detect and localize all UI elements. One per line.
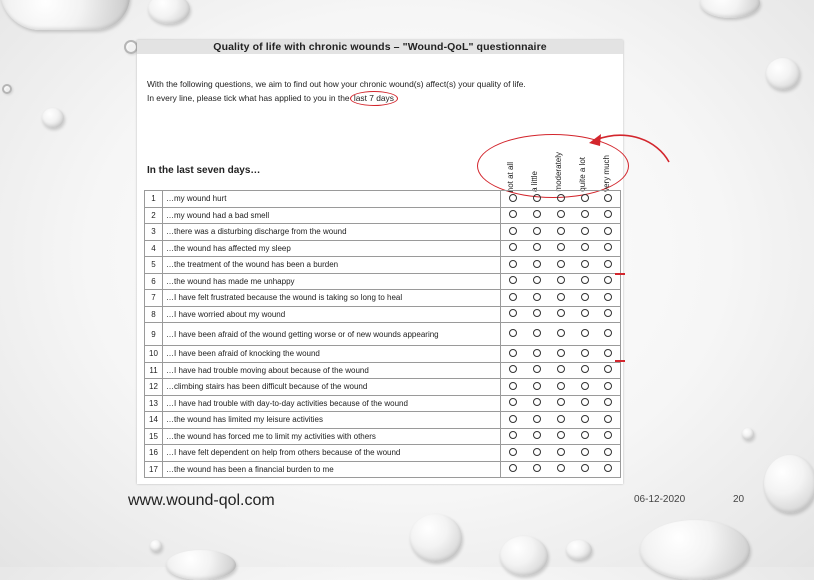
answer-radio-circle[interactable] [581, 293, 589, 301]
answer-radio-circle[interactable] [604, 365, 612, 373]
answer-radio-circle[interactable] [581, 349, 589, 357]
answer-cell [525, 240, 549, 257]
answer-cell [573, 240, 597, 257]
answer-cell [573, 257, 597, 274]
last-7-days-highlight: last 7 days [350, 91, 398, 106]
question-row [145, 224, 621, 241]
answer-radio-circle[interactable] [533, 382, 541, 390]
answer-cell [573, 461, 597, 478]
answer-radio-circle[interactable] [557, 365, 565, 373]
answer-cell [549, 191, 573, 208]
answer-radio-circle[interactable] [533, 210, 541, 218]
answer-cell [501, 240, 525, 257]
answer-radio-circle[interactable] [509, 415, 517, 423]
answer-radio-circle[interactable] [581, 309, 589, 317]
answer-radio-circle[interactable] [581, 398, 589, 406]
answer-radio-circle[interactable] [557, 227, 565, 235]
question-number: 8 [145, 306, 163, 323]
column-header: moderately [553, 152, 563, 192]
answer-cell [549, 412, 573, 429]
answer-cell [549, 240, 573, 257]
answer-cell [597, 412, 621, 429]
answer-radio-circle[interactable] [509, 398, 517, 406]
question-row [145, 412, 621, 429]
answer-cell [549, 207, 573, 224]
answer-radio-circle[interactable] [604, 309, 612, 317]
answer-radio-circle[interactable] [509, 431, 517, 439]
answer-cell [549, 257, 573, 274]
answer-cell [549, 379, 573, 396]
answer-cell [525, 379, 549, 396]
answer-radio-circle[interactable] [557, 448, 565, 456]
answer-radio-circle[interactable] [581, 329, 589, 337]
answer-radio-circle[interactable] [533, 260, 541, 268]
question-row [145, 323, 621, 346]
answer-cell [597, 224, 621, 241]
answer-radio-circle[interactable] [581, 382, 589, 390]
answer-cell [525, 445, 549, 462]
water-droplet [500, 536, 548, 576]
water-droplet [764, 455, 814, 513]
water-droplet [0, 0, 130, 30]
answer-radio-circle[interactable] [581, 210, 589, 218]
answer-cell [573, 273, 597, 290]
annotation-mark [615, 360, 625, 362]
answer-cell [549, 224, 573, 241]
answer-radio-circle[interactable] [604, 415, 612, 423]
question-row [145, 395, 621, 412]
intro-text [147, 78, 617, 106]
answer-cell [573, 395, 597, 412]
answer-cell [573, 306, 597, 323]
answer-radio-circle[interactable] [581, 260, 589, 268]
answer-radio-circle[interactable] [581, 448, 589, 456]
question-row [145, 362, 621, 379]
answer-radio-circle[interactable] [509, 243, 517, 251]
answer-cell [525, 412, 549, 429]
answer-cell [501, 306, 525, 323]
answer-radio-circle[interactable] [604, 210, 612, 218]
footer-url[interactable]: www.wound-qol.com [128, 492, 275, 509]
question-row [145, 273, 621, 290]
water-droplet [166, 550, 236, 580]
answer-radio-circle[interactable] [533, 349, 541, 357]
answer-cell [597, 461, 621, 478]
answer-cell [549, 273, 573, 290]
answer-cell [597, 273, 621, 290]
answer-cell [525, 273, 549, 290]
question-text: …my wound hurt [163, 191, 501, 208]
question-text: …I have worried about my wound [163, 306, 501, 323]
answer-cell [573, 362, 597, 379]
answer-radio-circle[interactable] [509, 210, 517, 218]
answer-cell [525, 323, 549, 346]
answer-radio-circle[interactable] [604, 448, 612, 456]
intro-line-2 [147, 91, 617, 106]
question-text: …I have had trouble with day-to-day activities because of the wound [163, 395, 501, 412]
answer-cell [573, 290, 597, 307]
question-number: 9 [145, 323, 163, 346]
answer-radio-circle[interactable] [509, 382, 517, 390]
answer-radio-circle[interactable] [557, 276, 565, 284]
question-number: 5 [145, 257, 163, 274]
question-row [145, 257, 621, 274]
answer-cell [573, 428, 597, 445]
answer-radio-circle[interactable] [604, 382, 612, 390]
answer-radio-circle[interactable] [509, 448, 517, 456]
question-number: 14 [145, 412, 163, 429]
answer-cell [525, 395, 549, 412]
question-text: …the wound has been a financial burden to me [163, 461, 501, 478]
answer-radio-circle[interactable] [557, 415, 565, 423]
answer-radio-circle[interactable] [533, 398, 541, 406]
answer-cell [549, 445, 573, 462]
question-number: 3 [145, 224, 163, 241]
answer-radio-circle[interactable] [509, 309, 517, 317]
answer-cell [525, 306, 549, 323]
answer-radio-circle[interactable] [557, 329, 565, 337]
question-text: …my wound had a bad smell [163, 207, 501, 224]
answer-cell [501, 224, 525, 241]
answer-radio-circle[interactable] [581, 415, 589, 423]
answer-radio-circle[interactable] [581, 194, 589, 202]
question-row [145, 379, 621, 396]
answer-cell [573, 412, 597, 429]
water-droplet [700, 0, 760, 18]
column-header: a little [529, 171, 539, 192]
answer-cell [549, 461, 573, 478]
answer-radio-circle[interactable] [509, 276, 517, 284]
question-number: 1 [145, 191, 163, 208]
question-number: 10 [145, 346, 163, 363]
answer-cell [573, 379, 597, 396]
answer-radio-circle[interactable] [509, 227, 517, 235]
answer-radio-circle[interactable] [604, 243, 612, 251]
question-number: 6 [145, 273, 163, 290]
answer-cell [525, 428, 549, 445]
answer-cell [525, 290, 549, 307]
answer-cell [549, 323, 573, 346]
answer-radio-circle[interactable] [581, 464, 589, 472]
question-text: …the wound has made me unhappy [163, 273, 501, 290]
answer-radio-circle[interactable] [533, 194, 541, 202]
question-text: …there was a disturbing discharge from the wound [163, 224, 501, 241]
answer-cell [549, 428, 573, 445]
answer-radio-circle[interactable] [557, 431, 565, 439]
question-row [145, 290, 621, 307]
answer-radio-circle[interactable] [509, 349, 517, 357]
answer-cell [573, 207, 597, 224]
answer-cell [501, 323, 525, 346]
answer-radio-circle[interactable] [557, 309, 565, 317]
question-row [145, 240, 621, 257]
answer-cell [597, 207, 621, 224]
answer-radio-circle[interactable] [533, 464, 541, 472]
answer-cell [597, 395, 621, 412]
answer-radio-circle[interactable] [533, 365, 541, 373]
answer-radio-circle[interactable] [557, 293, 565, 301]
questionnaire-table [144, 190, 621, 478]
question-row [145, 445, 621, 462]
footer-date: 06-12-2020 [634, 494, 686, 505]
question-text: …the wound has affected my sleep [163, 240, 501, 257]
answer-cell [597, 257, 621, 274]
questionnaire-title: Quality of life with chronic wounds – "Wound-QoL" questionnaire [137, 40, 623, 54]
answer-radio-circle[interactable] [604, 227, 612, 235]
question-number: 12 [145, 379, 163, 396]
question-text: …the wound has forced me to limit my activities with others [163, 428, 501, 445]
question-text: …I have felt frustrated because the wound is taking so long to heal [163, 290, 501, 307]
answer-cell [525, 257, 549, 274]
answer-cell [501, 207, 525, 224]
answer-radio-circle[interactable] [604, 276, 612, 284]
answer-radio-circle[interactable] [509, 293, 517, 301]
water-droplet [640, 520, 750, 580]
answer-radio-circle[interactable] [533, 293, 541, 301]
answer-cell [501, 290, 525, 307]
answer-radio-circle[interactable] [533, 415, 541, 423]
answer-cell [549, 306, 573, 323]
section-heading: In the last seven days… [147, 165, 261, 176]
answer-radio-circle[interactable] [581, 227, 589, 235]
answer-cell [549, 290, 573, 307]
answer-cell [573, 224, 597, 241]
answer-cell [501, 273, 525, 290]
answer-cell [597, 323, 621, 346]
answer-radio-circle[interactable] [509, 194, 517, 202]
answer-radio-circle[interactable] [557, 382, 565, 390]
answer-radio-circle[interactable] [604, 349, 612, 357]
answer-cell [597, 379, 621, 396]
answer-cell [525, 207, 549, 224]
answer-cell [501, 445, 525, 462]
question-number: 13 [145, 395, 163, 412]
answer-cell [597, 191, 621, 208]
answer-cell [597, 290, 621, 307]
answer-cell [573, 346, 597, 363]
answer-radio-circle[interactable] [604, 431, 612, 439]
answer-cell [501, 428, 525, 445]
question-row [145, 191, 621, 208]
answer-radio-circle[interactable] [581, 276, 589, 284]
water-droplet [566, 540, 592, 560]
answer-cell [501, 191, 525, 208]
intro-line-1: With the following questions, we aim to find out how your chronic wound(s) affect(s) your quality of life. [147, 79, 526, 89]
answer-cell [501, 346, 525, 363]
answer-cell [525, 362, 549, 379]
intro-line-2-text: In every line, please tick what has applied to you in the [147, 93, 350, 103]
answer-radio-circle[interactable] [533, 329, 541, 337]
water-droplet [148, 0, 190, 24]
question-row [145, 207, 621, 224]
answer-radio-circle[interactable] [533, 243, 541, 251]
water-droplet [742, 428, 754, 440]
answer-cell [597, 240, 621, 257]
column-header: very much [601, 155, 611, 192]
questionnaire-document [137, 40, 623, 484]
page-number: 20 [733, 494, 745, 505]
question-number: 2 [145, 207, 163, 224]
question-number: 15 [145, 428, 163, 445]
answer-radio-circle[interactable] [533, 448, 541, 456]
answer-cell [525, 346, 549, 363]
answer-cell [525, 191, 549, 208]
answer-radio-circle[interactable] [533, 227, 541, 235]
answer-radio-circle[interactable] [604, 293, 612, 301]
answer-cell [573, 191, 597, 208]
answer-radio-circle[interactable] [581, 365, 589, 373]
water-droplet [2, 84, 12, 94]
question-text: …I have felt dependent on help from others because of the wound [163, 445, 501, 462]
answer-cell [501, 395, 525, 412]
answer-radio-circle[interactable] [509, 464, 517, 472]
answer-cell [549, 395, 573, 412]
question-text: …I have been afraid of knocking the wound [163, 346, 501, 363]
answer-cell [501, 362, 525, 379]
question-text: …the wound has limited my leisure activities [163, 412, 501, 429]
answer-radio-circle[interactable] [604, 464, 612, 472]
answer-cell [549, 362, 573, 379]
answer-radio-circle[interactable] [604, 194, 612, 202]
answer-radio-circle[interactable] [533, 276, 541, 284]
answer-cell [573, 445, 597, 462]
answer-cell [549, 346, 573, 363]
water-droplet [410, 514, 462, 562]
question-number: 7 [145, 290, 163, 307]
answer-radio-circle[interactable] [581, 243, 589, 251]
answer-cell [597, 362, 621, 379]
question-number: 16 [145, 445, 163, 462]
answer-radio-circle[interactable] [557, 464, 565, 472]
answer-radio-circle[interactable] [581, 431, 589, 439]
answer-radio-circle[interactable] [557, 243, 565, 251]
column-header: not at all [505, 161, 515, 192]
question-row [145, 428, 621, 445]
answer-radio-circle[interactable] [557, 349, 565, 357]
answer-radio-circle[interactable] [604, 329, 612, 337]
answer-radio-circle[interactable] [509, 260, 517, 268]
answer-cell [597, 306, 621, 323]
column-header: quite a lot [577, 157, 587, 192]
answer-radio-circle[interactable] [509, 329, 517, 337]
answer-cell [501, 379, 525, 396]
question-row [145, 306, 621, 323]
answer-radio-circle[interactable] [557, 194, 565, 202]
question-row [145, 461, 621, 478]
question-text: …I have had trouble moving about because of the wound [163, 362, 501, 379]
answer-radio-circle[interactable] [533, 309, 541, 317]
answer-cell [597, 445, 621, 462]
answer-cell [525, 461, 549, 478]
answer-radio-circle[interactable] [509, 365, 517, 373]
water-droplet [150, 540, 162, 552]
water-droplet [42, 108, 64, 128]
question-number: 17 [145, 461, 163, 478]
question-row [145, 346, 621, 363]
answer-radio-circle[interactable] [604, 398, 612, 406]
answer-cell [597, 428, 621, 445]
answer-radio-circle[interactable] [557, 210, 565, 218]
answer-cell [525, 224, 549, 241]
question-number: 11 [145, 362, 163, 379]
water-droplet [766, 58, 800, 90]
answer-radio-circle[interactable] [557, 260, 565, 268]
answer-cell [501, 461, 525, 478]
question-text: …I have been afraid of the wound getting worse or of new wounds appearing [163, 323, 501, 346]
answer-cell [501, 412, 525, 429]
answer-cell [573, 323, 597, 346]
answer-radio-circle[interactable] [604, 260, 612, 268]
answer-radio-circle[interactable] [533, 431, 541, 439]
water-droplet [124, 40, 138, 54]
answer-cell [501, 257, 525, 274]
question-text: …the treatment of the wound has been a burden [163, 257, 501, 274]
question-number: 4 [145, 240, 163, 257]
answer-radio-circle[interactable] [557, 398, 565, 406]
question-text: …climbing stairs has been difficult because of the wound [163, 379, 501, 396]
annotation-mark [615, 273, 625, 275]
